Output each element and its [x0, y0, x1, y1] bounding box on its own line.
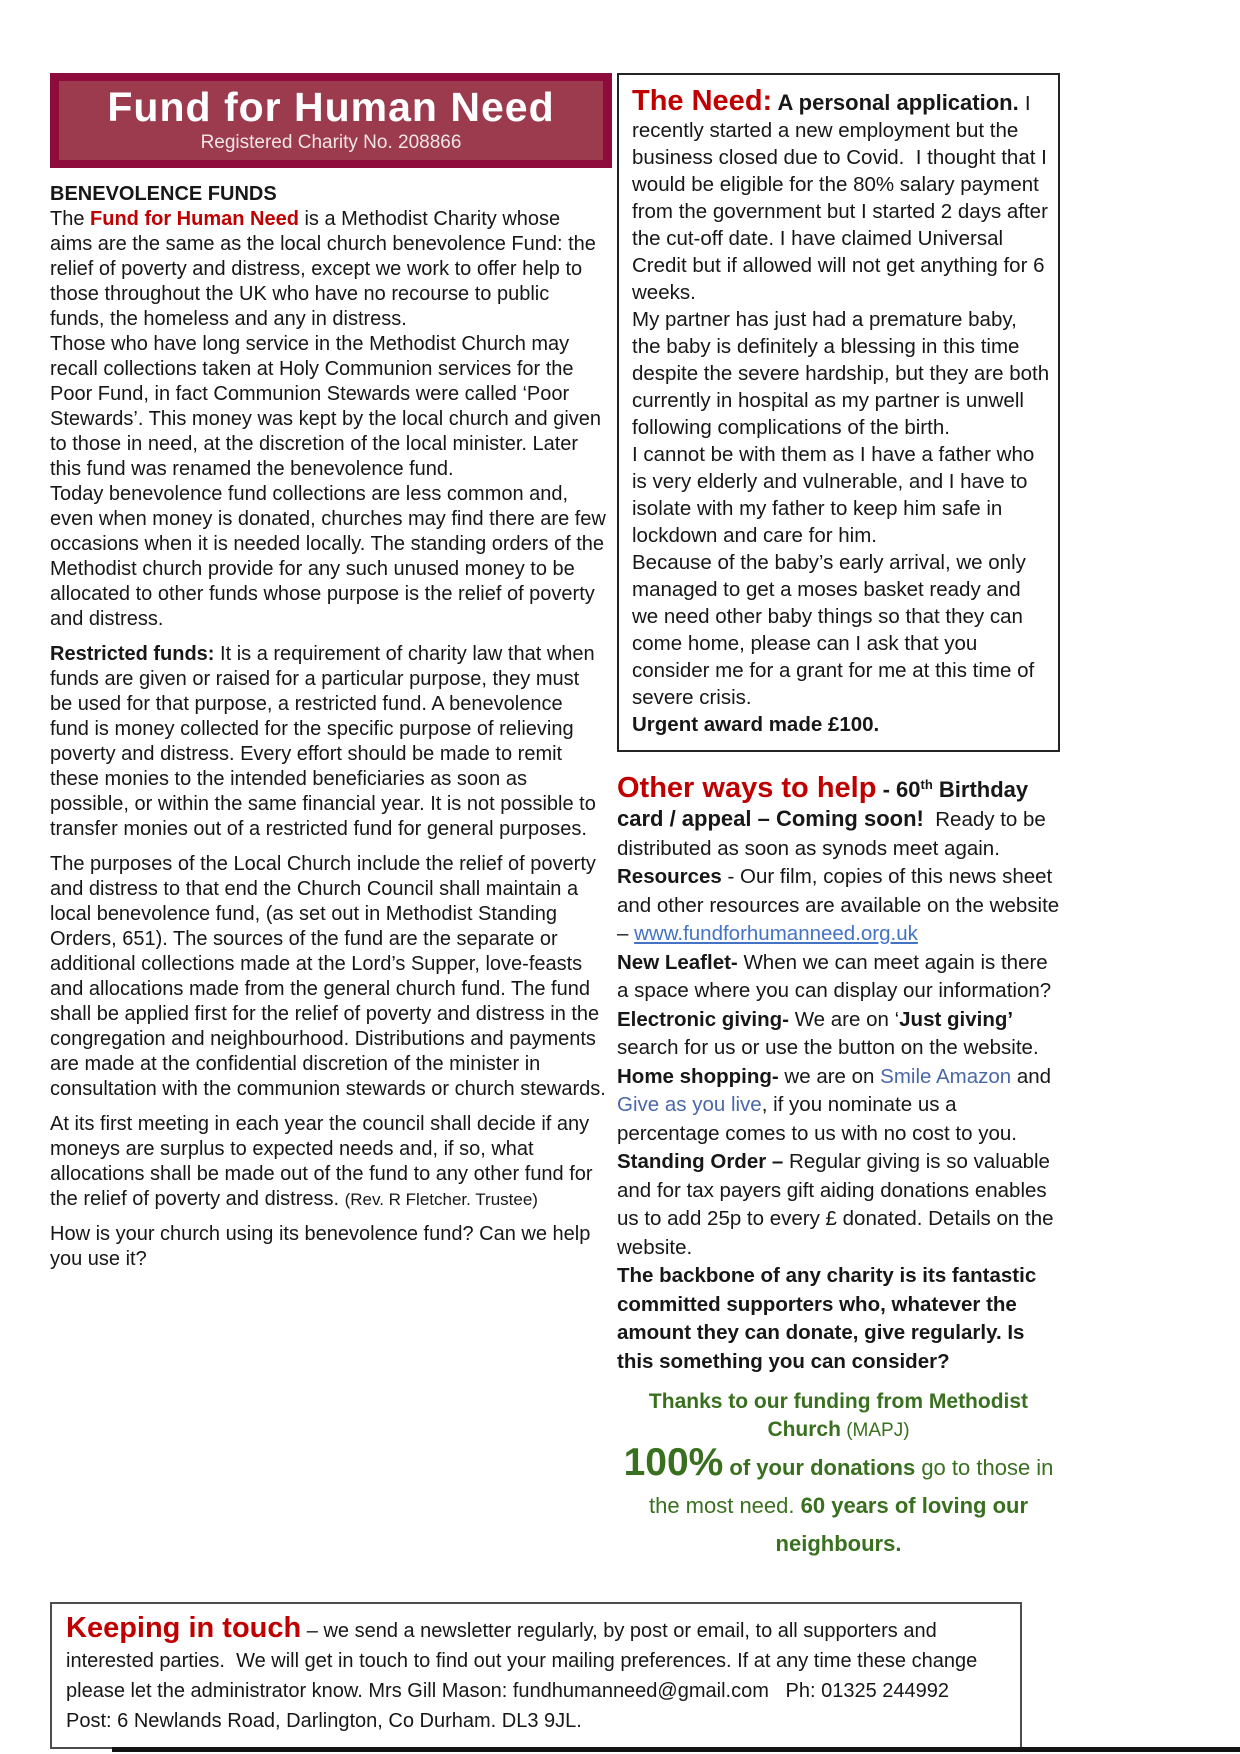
text-segment: I recently started a new employment but the business closed due to Covid. I thought that I would be eligible for the 80% salary payment from the government but I started 2 days after the cut-off date. I have claimed Universal Credit but if allowed will not get anything for 6 weeks.: [632, 92, 1054, 304]
sixty-years-note: 60 years of loving our neighbours.: [775, 1493, 1035, 1557]
paragraph: [50, 182, 606, 207]
text-segment: – we send a newsletter regularly, by post or email, to all supporters and interested parties. We will get in touch to find out your mailing preferences. If at any time these change please let the administrator know. Mrs Gill Mason:: [66, 1620, 983, 1703]
text-segment: I cannot be with them as I have a father who is very elderly and vulnerable, and I have to isolate with my father to keep him safe in lockdown and care for him.: [632, 443, 1040, 547]
text-segment: Today benevolence fund collections are less common and, even when money is donated, churches may find there are few occasions when it is needed locally. The standing orders of the Methodist church provide for any such unused money to be allocated to other funds whose purpose is the relief of poverty and distress.: [50, 483, 612, 630]
text-segment: th: [920, 777, 933, 792]
paragraph: [50, 1222, 606, 1272]
text-segment: of your donations: [723, 1455, 916, 1481]
scan-edge-artifact: [112, 1747, 1240, 1752]
supporters-appeal: The backbone of any charity is its fantastic committed supporters who, whatever the amount they can donate, give regularly. Is this something you can consider?: [617, 1264, 1042, 1373]
text-segment: Ready to be distributed as soon as synods meet again.: [617, 808, 1052, 860]
paragraph: [50, 332, 606, 482]
paragraph: [617, 949, 1060, 1006]
text-segment: My partner has just had a premature baby, the baby is definitely a blessing in this time despite the severe hardship, but they are both currently in hospital as my partner is unwell following complications of the birth.: [632, 308, 1055, 439]
paragraph: [617, 863, 1065, 949]
text-segment: - Our film, copies of this news sheet and other resources are available on the website –: [617, 865, 1065, 946]
right-column: [617, 73, 1065, 1564]
phone-number: 01325 244992: [821, 1680, 950, 1703]
paragraph: [50, 852, 606, 1102]
paragraph: [632, 441, 1050, 549]
text-segment: A personal application.: [772, 90, 1025, 115]
text-segment: Restricted funds:: [50, 643, 215, 665]
text-segment: Birthday card / appeal – Coming soon!: [617, 776, 1035, 832]
text-segment: Because of the baby’s early arrival, we only managed to get a moses basket ready and we need other baby things so that they can come home, please can I ask that you consider me for a grant for me at this time of severe crisis.: [632, 551, 1040, 709]
registered-charity-number: Registered Charity No. 208866: [200, 132, 462, 153]
other-ways-heading: Other ways to help: [617, 771, 877, 804]
paragraph: [617, 1006, 1060, 1063]
text-segment: At its first meeting in each year the council shall decide if any moneys are surplus to expected needs and, if so, what allocations shall be made out of the fund to any other fund for the relief of poverty and distress.: [50, 1113, 599, 1210]
benevolence-funds-article: [50, 182, 612, 1272]
text-segment: Post:: [66, 1680, 972, 1733]
website-link[interactable]: www.fundforhumanneed.org.uk: [634, 922, 918, 946]
paragraph: [50, 1112, 606, 1212]
charity-name-inline: Fund for Human Need: [90, 208, 299, 230]
paragraph: [632, 549, 1050, 711]
text-segment: we are on: [778, 1064, 881, 1088]
text-segment: Resources: [617, 865, 722, 889]
text-segment: Electronic giving-: [617, 1007, 789, 1031]
text-segment: - 60: [876, 776, 921, 802]
admin-email: fundhumanneed@gmail.com: [512, 1680, 769, 1703]
paragraph: [617, 1441, 1060, 1564]
charity-logo-inner: [59, 81, 603, 160]
hundred-percent: 100%: [623, 1441, 724, 1485]
paragraph: [617, 1389, 1060, 1445]
text-segment: go to those in the most need.: [648, 1455, 1060, 1519]
text-segment: Ph:: [768, 1680, 822, 1703]
keeping-in-touch-heading: Keeping in touch: [66, 1612, 302, 1645]
the-need-box: [617, 73, 1060, 752]
paragraph: [617, 1262, 1060, 1376]
text-segment: search for us or use the button on the website.: [617, 1007, 1039, 1060]
funding-note: [617, 1389, 1060, 1564]
paragraph: [617, 1063, 1060, 1149]
left-column: [50, 73, 612, 1272]
text-segment: Home shopping-: [617, 1064, 779, 1088]
other-ways-section: [617, 771, 1065, 1376]
text-segment: is a Methodist Charity whose aims are the same as the local church benevolence Fund: the relief of poverty and distress, except we work to offer help to those throughout the UK who have no recourse to public funds, the homeless and any in distress.: [50, 208, 602, 330]
need-heading: The Need:: [632, 85, 773, 117]
postal-address: 6 Newlands Road, Darlington, Co Durham. DL3 9JL.: [117, 1710, 582, 1733]
text-segment: , if you nominate us a percentage comes to us with no cost to you.: [617, 1093, 1017, 1145]
funding-credit: Thanks to our funding from Methodist Church: [648, 1390, 1034, 1442]
charity-logo-banner: [50, 73, 612, 168]
trustee-credit: (Rev. R Fletcher. Trustee): [344, 1190, 538, 1209]
paragraph: [50, 207, 606, 332]
paragraph: [632, 711, 1050, 738]
keeping-in-touch-box: [50, 1602, 1022, 1749]
text-segment: How is your church using its benevolence fund? Can we help you use it?: [50, 1223, 596, 1270]
paragraph: [617, 1148, 1060, 1262]
paragraph: [50, 642, 606, 842]
text-segment: Standing Order –: [617, 1150, 784, 1174]
text-segment: It is a requirement of charity law that when funds are given or raised for a particular purpose, they must be used for that purpose, a restricted fund. A benevolence fund is money collected for the specific purpose of relieving poverty and distress. Every effort should be made to remit these monies to the intended beneficiaries as soon as possible, or within the same financial year. It is not possible to transfer monies out of a restricted fund for general purposes.: [50, 643, 602, 840]
paragraph: [50, 482, 612, 632]
charity-title: Fund for Human Need: [107, 84, 555, 130]
paragraph: [617, 771, 1060, 863]
text-segment: New Leaflet-: [617, 950, 738, 974]
urgent-award-note: Urgent award made £100.: [632, 713, 880, 736]
paragraph: [632, 85, 1054, 306]
text-segment: Those who have long service in the Methodist Church may recall collections taken at Holy Communion services for the Poor Fund, in fact Communion Stewards were called ‘Poor Stewards’. This money was kept by the local church and given to those in need, at the discretion of the local minister. Later this fund was renamed the benevolence fund.: [50, 333, 607, 480]
paragraph: [66, 1613, 1006, 1736]
give-as-you-live-name: Give as you live: [617, 1093, 762, 1117]
benevolence-funds-heading: BENEVOLENCE FUNDS: [50, 183, 277, 205]
text-segment: The: [50, 208, 91, 230]
text-segment: and: [1011, 1064, 1057, 1088]
text-segment: The purposes of the Local Church include the relief of poverty and distress to that end the Church Council shall maintain a local benevolence fund, (as set out in Methodist Standing Orders, 651). The sources of the fund are the separate or additional collections made at the Lord’s Supper, love-feasts and allocations made from the general church fund. The fund shall be applied first for the relief of poverty and distress in the congregation and neighbourhood. Distributions and payments are made at the confidential discretion of the minister in consultation with the communion stewards or church stewards.: [50, 853, 606, 1100]
two-column-layout: [50, 73, 1240, 1564]
smile-amazon-name: Smile Amazon: [880, 1064, 1012, 1088]
just-giving-name: Just giving’: [899, 1007, 1014, 1031]
text-segment: Regular giving is so valuable and for tax payers gift aiding donations enables us to add 25p to every £ donated. Details on the website.: [617, 1150, 1060, 1259]
text-segment: When we can meet again is there a space where you can display our information?: [617, 950, 1054, 1003]
paragraph: [632, 306, 1055, 441]
text-segment: We are on ‘: [789, 1007, 900, 1031]
mapj-note: (MAPJ): [840, 1420, 910, 1442]
